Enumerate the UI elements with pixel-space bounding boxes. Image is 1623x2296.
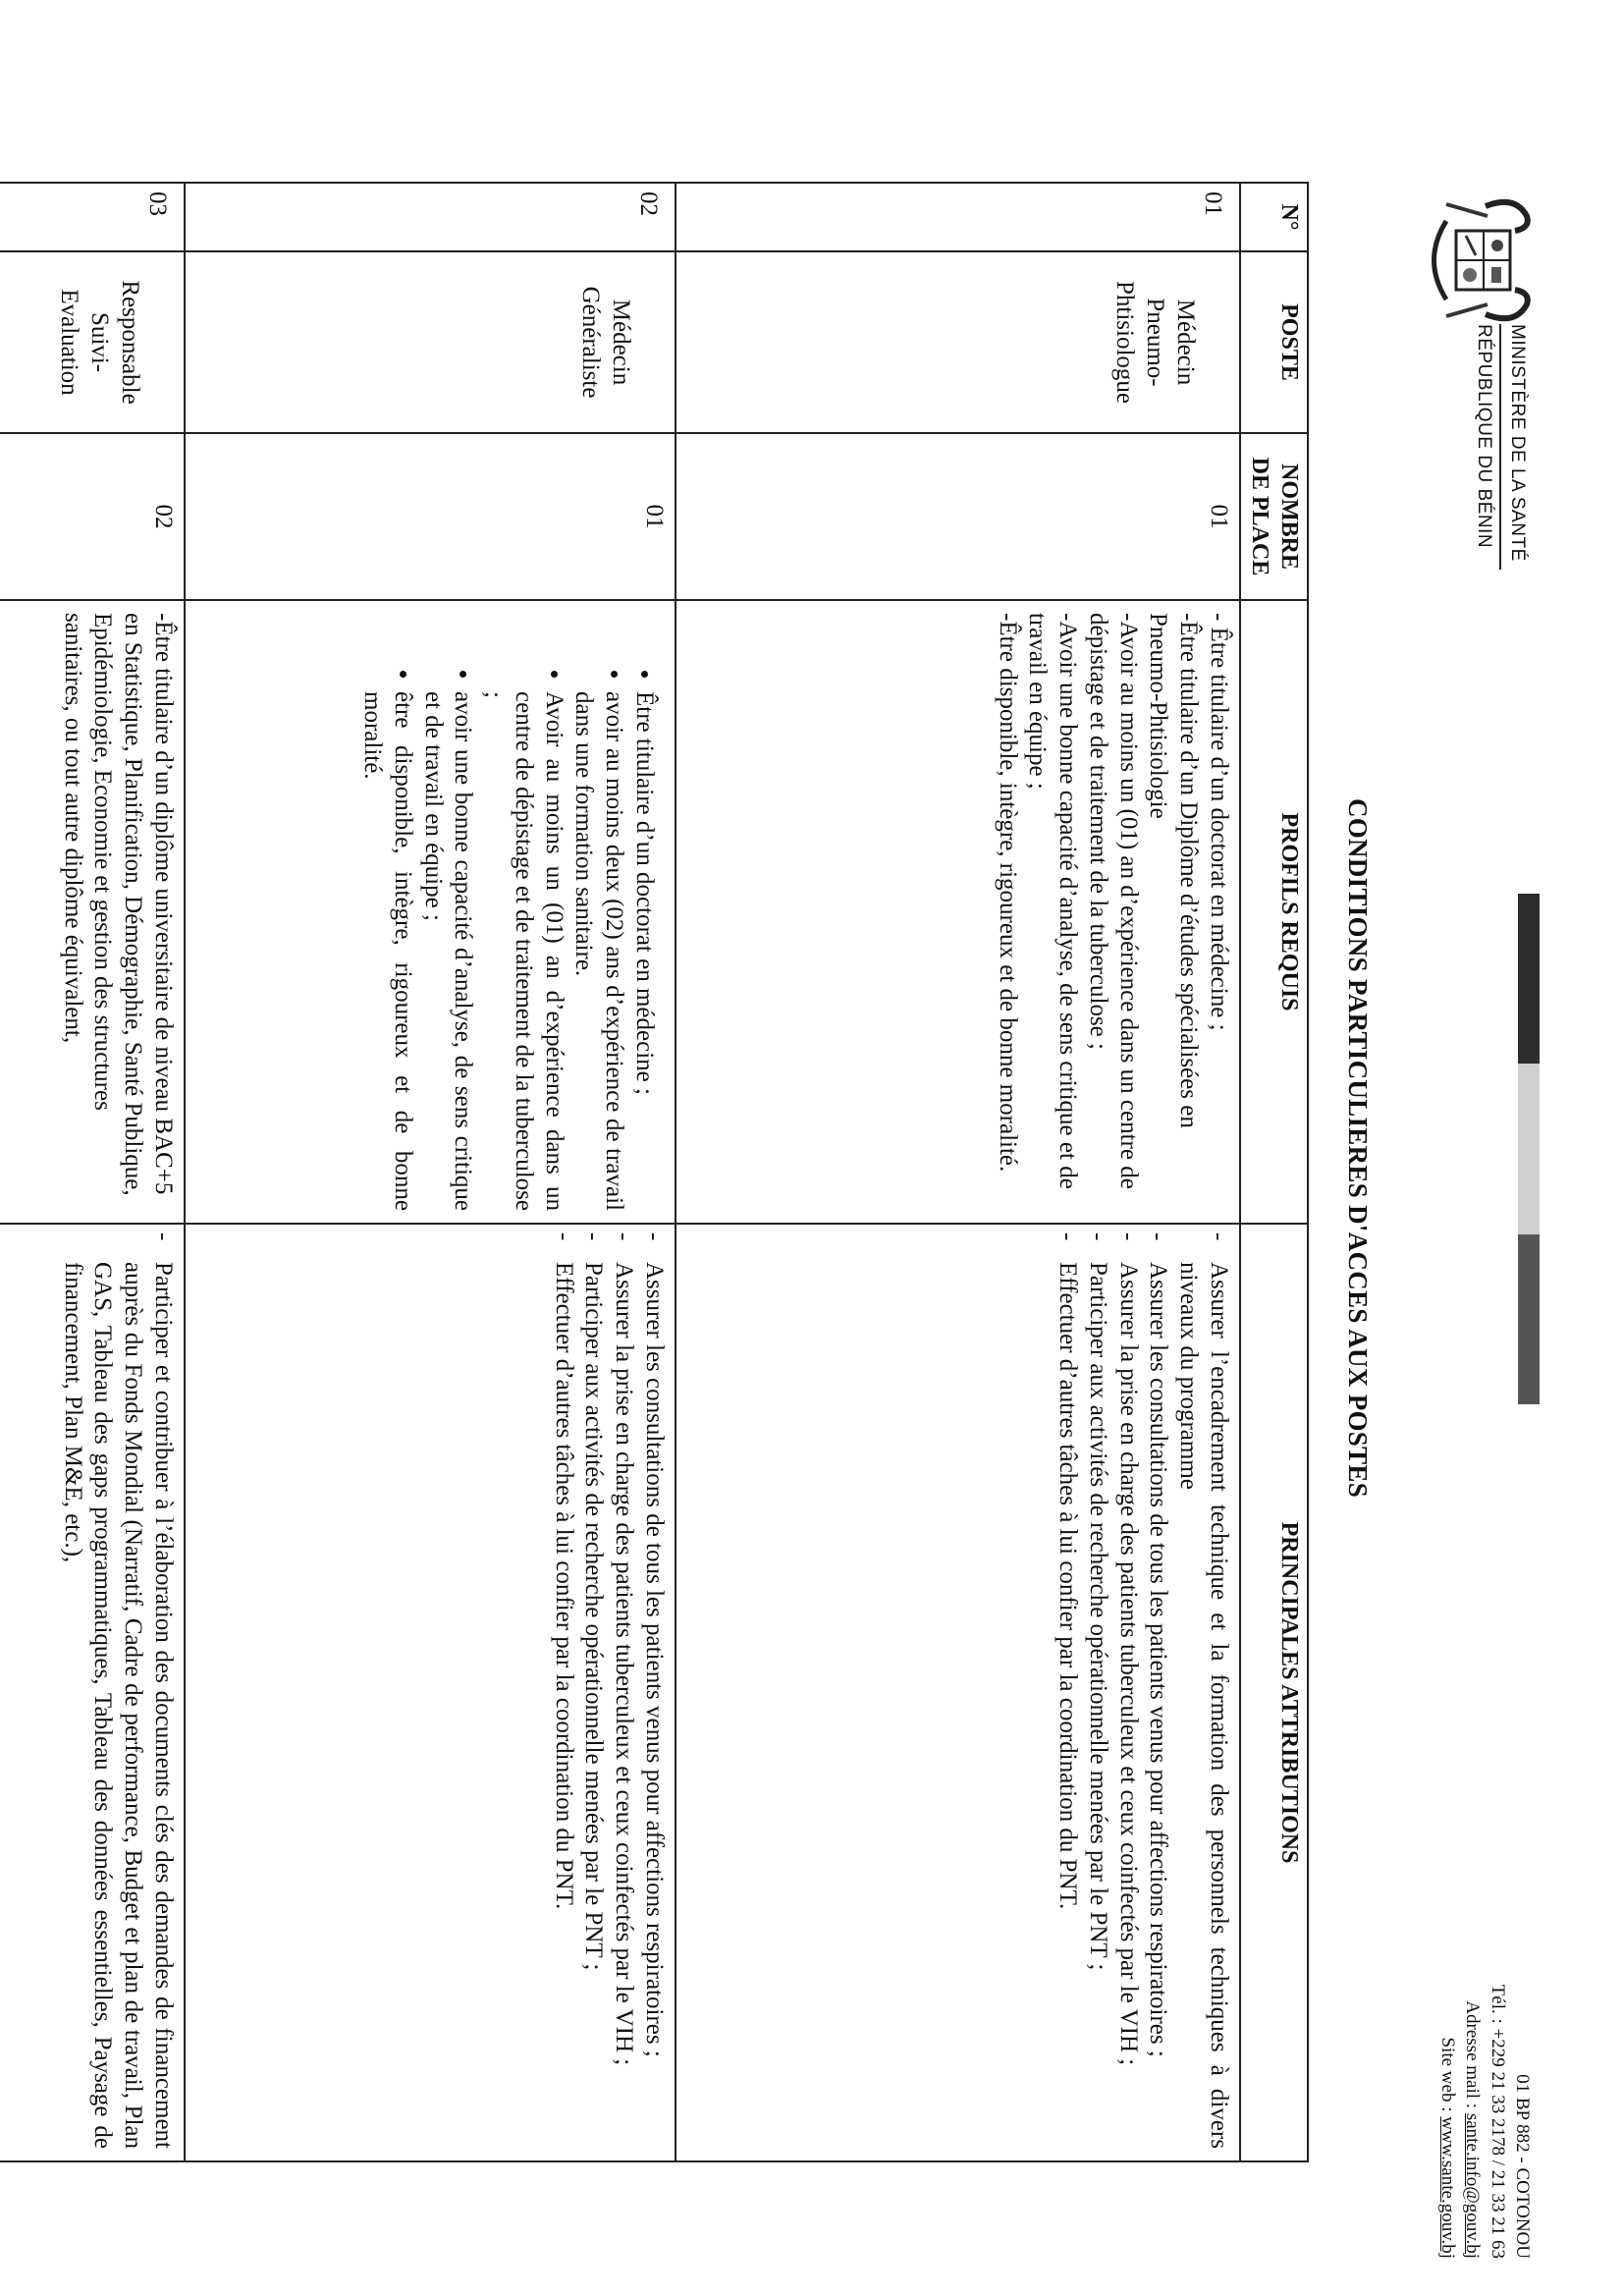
website-link[interactable]: www.sante.gouv.bj <box>1437 2116 1459 2259</box>
row-profils <box>185 600 676 1224</box>
poste-line: Evaluation <box>56 289 83 396</box>
flag-stripe <box>1518 1064 1540 1233</box>
poste-line: Responsable <box>116 280 143 405</box>
header-poste: POSTE <box>1240 251 1308 433</box>
attribution-list <box>1052 1232 1233 2149</box>
row-places: 01 <box>185 433 676 600</box>
table-row <box>676 183 1240 2161</box>
profil-line: -Avoir une bonne capacité d’analyse, de sens critique et de travail en équipe ; <box>1024 613 1082 1189</box>
website-line <box>1435 1846 1460 2259</box>
profil-bullet: • Avoir au moins un (01) an d’expérience dans un centre de dépistage et de traitement de la tuberculose ; <box>477 691 568 1211</box>
attribution-item: - Participer et contribuer à l’élaboration des documents clés des demandes de financement auprès du Fonds Mondial (Narratif, Cadre de performance, Budget et plan de travail, Plan GAS, Tableau des gaps programmatiques, Tableau des données essentielles, Paysage de financement, Plan M&E, etc.), <box>57 1262 178 2149</box>
profil-bullet: • Être titulaire d’un doctorat en médecine ; <box>628 691 659 1211</box>
table-header-row <box>1240 183 1308 2161</box>
flag-stripe <box>1518 1234 1540 1404</box>
poste-line: Phtisiologue <box>1111 280 1139 404</box>
profil-line: -Être disponible, intègre, rigoureux et de bonne moralité. <box>994 613 1021 1173</box>
poste-line: Médecin <box>1171 299 1199 386</box>
profil-bullet: • avoir une bonne capacité d’analyse, de sens critique et de travail en équipe ; <box>417 691 478 1211</box>
ministry-name: MINISTÈRE DE LA SANTÉ <box>1507 324 1528 562</box>
row-poste <box>676 251 1240 433</box>
row-attributions <box>185 1224 676 2161</box>
row-number: 01 <box>676 183 1240 251</box>
table-row <box>185 183 676 2161</box>
website-label: Site web : <box>1437 2037 1459 2117</box>
benin-coat-of-arms-icon <box>1417 187 1544 334</box>
address-block <box>1435 1846 1535 2259</box>
email-line <box>1460 1846 1485 2259</box>
header-places-line: NOMBRE <box>1276 464 1302 570</box>
page-title: CONDITIONS PARTICULIERES D'ACCES AUX POSTES <box>1343 797 1373 1499</box>
table-body <box>0 183 1240 2161</box>
attribution-item: - Assurer l’encadrement technique et la formation des personnels techniques à divers niveaux du programme <box>1172 1262 1233 2149</box>
attribution-list <box>548 1232 669 2149</box>
ministry-rule <box>1499 324 1501 570</box>
poste-line: Pneumo- <box>1142 298 1169 387</box>
row-places: 01 <box>676 433 1240 600</box>
flag-bar <box>1518 894 1540 1404</box>
row-poste <box>185 251 676 433</box>
header-places-line: DE PLACE <box>1247 457 1273 576</box>
row-attributions <box>0 1224 185 2161</box>
header-num: N° <box>1240 183 1308 251</box>
phone-numbers: Tél. : +229 21 33 2178 / 21 33 21 63 <box>1487 1984 1508 2259</box>
poste-line: Suivi- <box>86 311 114 373</box>
attribution-item: - Participer aux activités de recherche opérationnelle menées par le PNT ; <box>1082 1262 1112 2149</box>
attribution-item: - Effectuer d’autres tâches à lui confier par la coordination du PNT. <box>548 1262 578 2149</box>
row-attributions <box>676 1224 1240 2161</box>
row-number: 02 <box>185 183 676 251</box>
poste-line: Généraliste <box>577 286 605 399</box>
profil-line: - Être titulaire d’un doctorat en médecine ; <box>1205 613 1232 1031</box>
attribution-item: - Assurer la prise en charge des patients tuberculeux et ceux coinfectés par le VIH ; <box>608 1262 638 2149</box>
row-profils <box>0 600 185 1224</box>
profil-bullet: • être disponible, intègre, rigoureux et de bonne moralité. <box>356 691 417 1211</box>
profil-line: -Avoir au moins un (01) an d’expérience dans un centre de dépistage et de traitement de la tuberculose ; <box>1084 613 1142 1189</box>
header-profils: PROFILS REQUIS <box>1240 600 1308 1224</box>
header-attributions: PRINCIPALES ATTRIBUTIONS <box>1240 1224 1308 2161</box>
row-poste <box>0 251 185 433</box>
email-link[interactable]: sante.info@gouv.bj <box>1462 2112 1484 2259</box>
profil-bullet-list <box>356 613 659 1211</box>
table-row <box>0 183 185 2161</box>
row-number: 03 <box>0 183 185 251</box>
row-profils <box>676 600 1240 1224</box>
flag-stripe <box>1518 894 1540 1064</box>
postal-box: 01 BP 882 - COTONOU <box>1512 2074 1533 2259</box>
attribution-item: - Assurer les consultations de tous les patients venus pour affections respiratoires ; <box>1143 1262 1173 2149</box>
attribution-item: - Effectuer d’autres tâches à lui confier par la coordination du PNT. <box>1052 1262 1082 2149</box>
profil-line: -Être titulaire d’un diplôme universitaire de niveau BAC+5 en Statistique, Planification, Démographie, Santé Publique, Epidémiologie, Economie et gestion des structures sanitaires, ou tout autre diplôme équivalent, <box>59 613 177 1196</box>
email-label: Adresse mail : <box>1462 2000 1484 2113</box>
attribution-list <box>57 1232 178 2149</box>
row-places: 02 <box>0 433 185 600</box>
attribution-item: - Assurer la prise en charge des patients tuberculeux et ceux coinfectés par le VIH ; <box>1112 1262 1143 2149</box>
poste-line: Médecin <box>607 299 634 386</box>
ministry-header <box>1472 324 1530 648</box>
profil-bullet: • avoir au moins deux (02) ans d’expérience de travail dans une formation sanitaire. <box>568 691 629 1211</box>
positions-table <box>0 182 1309 2162</box>
header-places <box>1240 433 1308 600</box>
profil-line: -Être titulaire d’un Diplôme d’études spécialisées en Pneumo-Phtisiologie <box>1145 613 1203 1128</box>
attribution-item: - Assurer les consultations de tous les patients venus pour affections respiratoires ; <box>638 1262 669 2149</box>
attribution-item: - Participer aux activités de recherche opérationnelle menées par le PNT ; <box>578 1262 609 2149</box>
republic-name: RÉPUBLIQUE DU BÉNIN <box>1474 324 1495 549</box>
